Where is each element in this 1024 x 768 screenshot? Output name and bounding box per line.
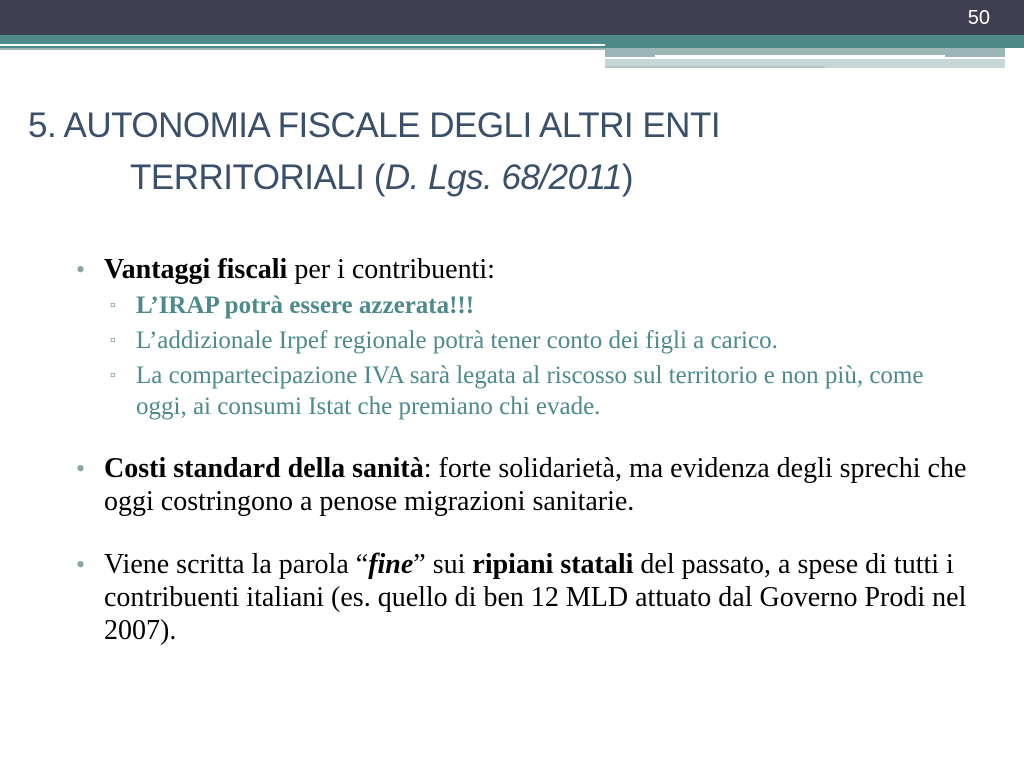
- sub-bullet-3-text: La compartecipazione IVA sarà legata al riscosso sul territorio e non più, come oggi, ai consumi Istat che premiano chi evade.: [136, 362, 924, 420]
- sub-bullet-1-text: L’IRAP potrà essere azzerata!!!: [136, 292, 475, 319]
- bullet-item-1: [70, 253, 970, 286]
- bullet-3-emphasis: fine: [368, 549, 414, 580]
- page-number: 50: [967, 7, 990, 29]
- sub-bullet-item-2: [70, 325, 970, 356]
- slide-title: [28, 100, 988, 204]
- bullet-1-bold: Vantaggi fiscali: [104, 254, 288, 285]
- bullet-item-3: [70, 548, 970, 647]
- title-line-1: 5. AUTONOMIA FISCALE DEGLI ALTRI ENTI: [28, 106, 721, 145]
- bullet-3-text-post: del passato, a spese di tutti i contribuenti italiani (es. quello di ben 12 MLD attuato dal Governo Prodi nel 2007).: [104, 549, 967, 646]
- title-line-2-suffix: ): [621, 158, 634, 197]
- sub-bullet-2-text: L’addizionale Irpef regionale potrà tener conto dei figli a carico.: [136, 327, 778, 354]
- header-step-divider: [655, 55, 945, 57]
- bullet-dot-icon: •: [76, 550, 86, 579]
- bullet-2-text: : forte solidarietà, ma evidenza degli sprechi che oggi costringono a penose migrazioni sanitarie.: [104, 453, 967, 517]
- header-accent-band: [0, 35, 1024, 48]
- title-line-2-prefix: TERRITORIALI (: [130, 158, 385, 197]
- slide-body: [70, 253, 970, 647]
- bullet-dot-icon: •: [76, 255, 86, 284]
- square-bullet-icon: ▫: [110, 297, 116, 314]
- header-divider-line: [0, 44, 605, 46]
- title-law-reference: D. Lgs. 68/2011: [384, 158, 622, 197]
- bullet-1-text: per i contribuenti:: [287, 254, 495, 285]
- header-grey-line: [0, 48, 605, 50]
- bullet-3-bold: ripiani statali: [472, 549, 634, 580]
- square-bullet-icon: ▫: [110, 332, 116, 349]
- bullet-3-text-mid: ” sui: [413, 549, 473, 580]
- sub-bullet-item-1: [70, 290, 970, 321]
- bullet-dot-icon: •: [76, 454, 86, 483]
- header-step-grey-line: [605, 66, 825, 68]
- bullet-3-text-pre: Viene scritta la parola “: [104, 549, 369, 580]
- title-line-2: [28, 152, 988, 204]
- header-bar: [0, 0, 1024, 35]
- sub-bullet-item-3: [70, 360, 970, 422]
- bullet-2-bold: Costi standard della sanità: [104, 453, 424, 484]
- bullet-item-2: [70, 452, 970, 518]
- square-bullet-icon: ▫: [110, 367, 116, 384]
